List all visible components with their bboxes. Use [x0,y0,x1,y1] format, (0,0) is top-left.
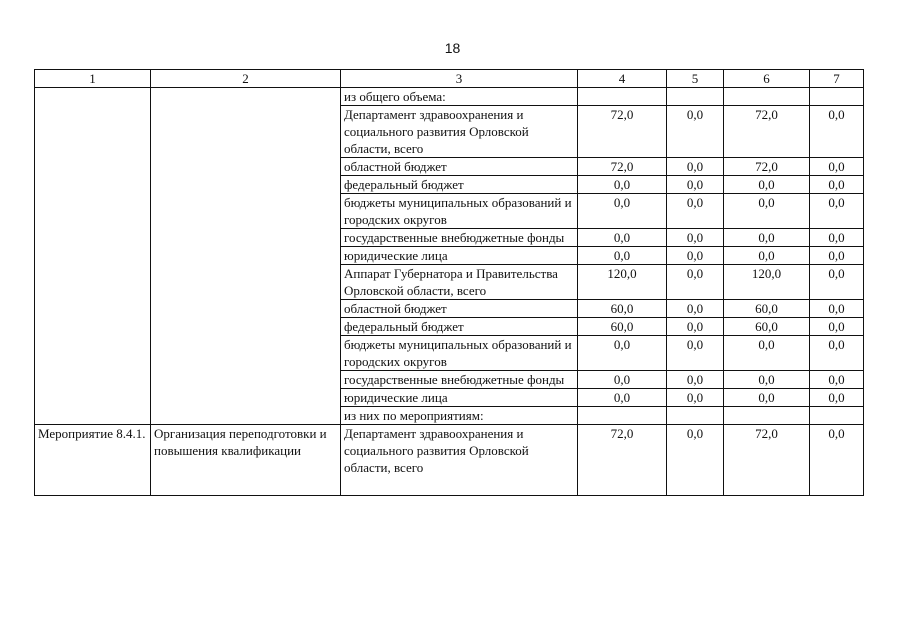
value-cell-col-6 [724,407,810,425]
value-cell-col-5: 0,0 [667,371,724,389]
value-cell-col-4: 60,0 [578,300,667,318]
value-cell-col-6: 0,0 [724,229,810,247]
col-header-4: 4 [578,70,667,88]
value-cell-col-5: 0,0 [667,194,724,229]
value-cell-col-7: 0,0 [810,371,864,389]
value-cell-col-4: 0,0 [578,389,667,407]
value-cell-col-6: 0,0 [724,247,810,265]
value-cell-col-5 [667,407,724,425]
row-label: федеральный бюджет [341,176,578,194]
row-label: из них по мероприятиям: [341,407,578,425]
value-cell-col-5: 0,0 [667,229,724,247]
value-cell-col-5: 0,0 [667,106,724,158]
value-cell-col-6: 0,0 [724,194,810,229]
value-cell-col-4: 0,0 [578,176,667,194]
value-cell-col-7: 0,0 [810,300,864,318]
value-cell-col-5: 0,0 [667,176,724,194]
col-header-5: 5 [667,70,724,88]
value-cell-col-7: 0,0 [810,106,864,158]
row-label: Департамент здравоохранения и социального развития Орловской области, всего [341,106,578,158]
value-cell-col-7: 0,0 [810,265,864,300]
value-cell-col-5: 0,0 [667,158,724,176]
value-cell-col-6: 120,0 [724,265,810,300]
row-label: государственные внебюджетные фонды [341,229,578,247]
value-cell-col-4: 72,0 [578,106,667,158]
value-cell-col-4: 0,0 [578,229,667,247]
value-cell-col-7: 0,0 [810,158,864,176]
value-cell-col-4: 0,0 [578,336,667,371]
col-header-7: 7 [810,70,864,88]
value-cell-col-5: 0,0 [667,389,724,407]
value-cell-col-7 [810,88,864,106]
value-cell-col-5: 0,0 [667,265,724,300]
value-cell-col-6: 60,0 [724,318,810,336]
page-number: 18 [444,40,461,56]
measure-value-col-7: 0,0 [810,425,864,496]
value-cell-col-4: 0,0 [578,371,667,389]
value-cell-col-7: 0,0 [810,389,864,407]
col-header-2: 2 [151,70,341,88]
measure-value-col-5: 0,0 [667,425,724,496]
measure-label: Департамент здравоохранения и социального развития Орловской области, всего [341,425,578,496]
value-cell-col-6: 60,0 [724,300,810,318]
value-cell-col-4 [578,407,667,425]
value-cell-col-6: 72,0 [724,158,810,176]
row-label: из общего объема: [341,88,578,106]
measure-name: Организация переподготовки и повышения квалификации [151,425,341,496]
value-cell-col-6 [724,88,810,106]
row-label: бюджеты муниципальных образований и городских округов [341,194,578,229]
budget-table [34,69,864,496]
header-row [35,70,864,88]
table-row [35,88,864,106]
value-cell-col-5: 0,0 [667,300,724,318]
col-header-3: 3 [341,70,578,88]
value-cell-col-7: 0,0 [810,318,864,336]
value-cell-col-5: 0,0 [667,336,724,371]
row-label: федеральный бюджет [341,318,578,336]
value-cell-col-5: 0,0 [667,247,724,265]
value-cell-col-7: 0,0 [810,336,864,371]
col-header-6: 6 [724,70,810,88]
row-label: бюджеты муниципальных образований и городских округов [341,336,578,371]
row-label: юридические лица [341,247,578,265]
row-label: областной бюджет [341,158,578,176]
merged-blank-cell-1 [35,88,151,425]
value-cell-col-6: 0,0 [724,389,810,407]
measure-row [35,425,864,496]
value-cell-col-7: 0,0 [810,176,864,194]
value-cell-col-4 [578,88,667,106]
row-label: областной бюджет [341,300,578,318]
value-cell-col-4: 60,0 [578,318,667,336]
merged-blank-cell-2 [151,88,341,425]
value-cell-col-7: 0,0 [810,229,864,247]
value-cell-col-7: 0,0 [810,247,864,265]
value-cell-col-7 [810,407,864,425]
measure-code: Мероприятие 8.4.1. [35,425,151,496]
value-cell-col-4: 72,0 [578,158,667,176]
value-cell-col-5: 0,0 [667,318,724,336]
value-cell-col-5 [667,88,724,106]
value-cell-col-6: 0,0 [724,176,810,194]
value-cell-col-7: 0,0 [810,194,864,229]
row-label: юридические лица [341,389,578,407]
col-header-1: 1 [35,70,151,88]
row-label: государственные внебюджетные фонды [341,371,578,389]
value-cell-col-4: 120,0 [578,265,667,300]
value-cell-col-6: 0,0 [724,336,810,371]
measure-value-col-6: 72,0 [724,425,810,496]
value-cell-col-6: 72,0 [724,106,810,158]
measure-value-col-4: 72,0 [578,425,667,496]
row-label: Аппарат Губернатора и Правительства Орловской области, всего [341,265,578,300]
value-cell-col-4: 0,0 [578,247,667,265]
value-cell-col-4: 0,0 [578,194,667,229]
value-cell-col-6: 0,0 [724,371,810,389]
